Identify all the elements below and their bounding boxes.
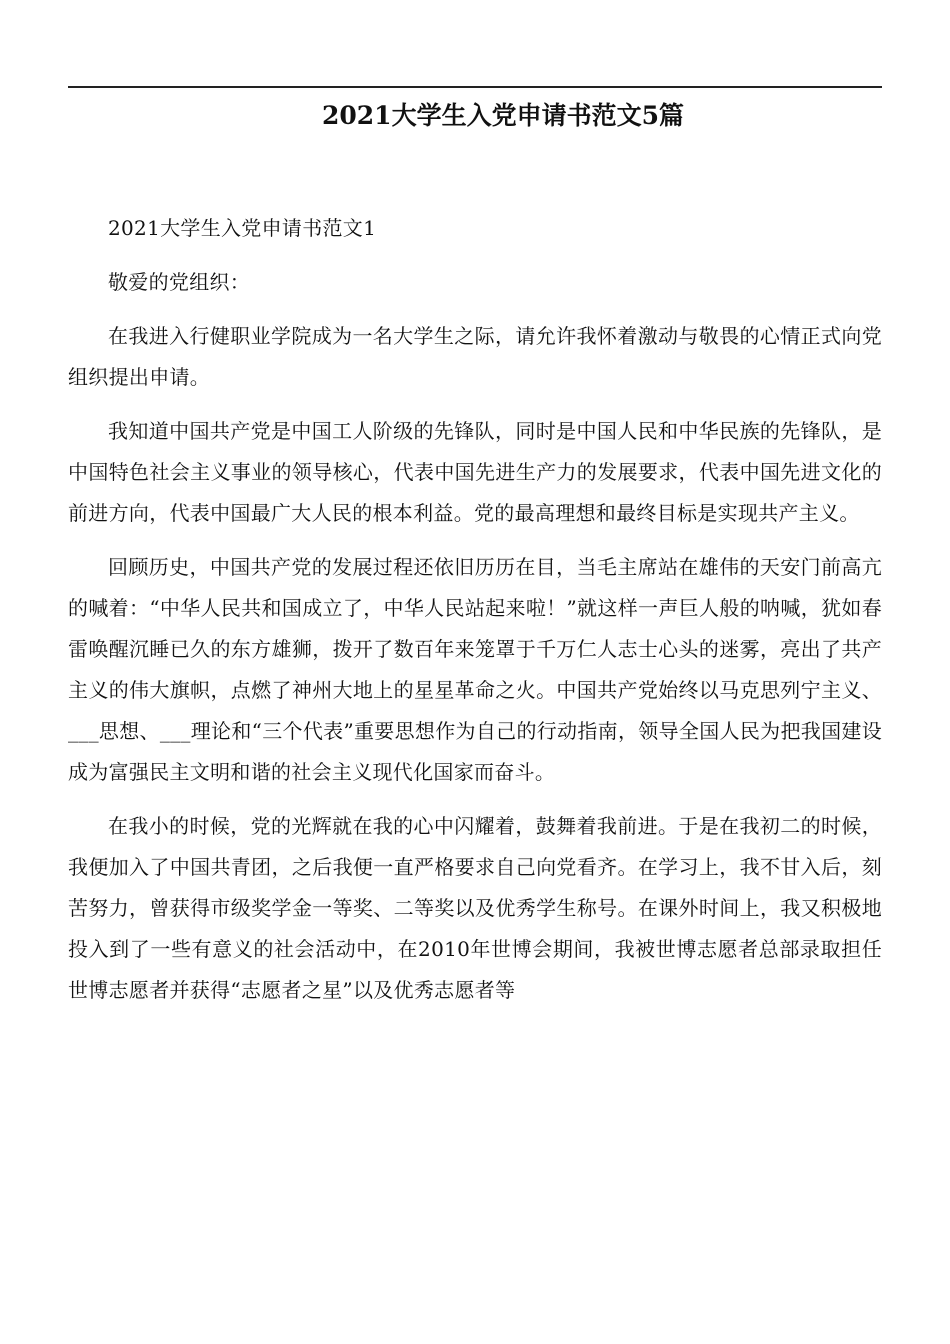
section-heading: 2021大学生入党申请书范文1 — [108, 216, 377, 240]
document-title: 2021大学生入党申请书范文5篇 — [322, 101, 684, 130]
paragraph-2: 我知道中国共产党是中国工人阶级的先锋队，同时是中国人民和中华民族的先锋队，是中国特色社会主义事业的领导核心，代表中国先进生产力的发展要求，代表中国先进文化的前进方向，代表中国最广大人民的根本利益。党的最高理想和最终目标是实现共产主义。 — [68, 419, 882, 525]
header-rule — [68, 86, 882, 88]
document-body — [68, 208, 882, 1024]
salutation: 敬爱的党组织： — [108, 270, 251, 294]
paragraph-1: 在我进入行健职业学院成为一名大学生之际，请允许我怀着激动与敬畏的心情正式向党组织提出申请。 — [68, 324, 882, 389]
paragraph-3: 回顾历史，中国共产党的发展过程还依旧历历在目，当毛主席站在雄伟的天安门前高亢的喊着：“中华人民共和国成立了，中华人民站起来啦！”就这样一声巨人般的呐喊，犹如春雷唤醒沉睡已久的东方雄狮，拨开了数百年来笼罩于千万仁人志士心头的迷雾，亮出了共产主义的伟大旗帜，点燃了神州大地上的星星革命之火。中国共产党始终以马克思列宁主义、___思想、___理论和“三个代表”重要思想作为自己的行动指南，领导全国人民为把我国建设成为富强民主文明和谐的社会主义现代化国家而奋斗。 — [68, 555, 882, 784]
paragraph-4: 在我小的时候，党的光辉就在我的心中闪耀着，鼓舞着我前进。于是在我初二的时候，我便加入了中国共青团，之后我便一直严格要求自己向党看齐。在学习上，我不甘入后，刻苦努力，曾获得市级奖学金一等奖、二等奖以及优秀学生称号。在课外时间上，我又积极地投入到了一些有意义的社会活动中，在2010年世博会期间，我被世博志愿者总部录取担任世博志愿者并获得“志愿者之星”以及优秀志愿者等 — [68, 814, 882, 1002]
